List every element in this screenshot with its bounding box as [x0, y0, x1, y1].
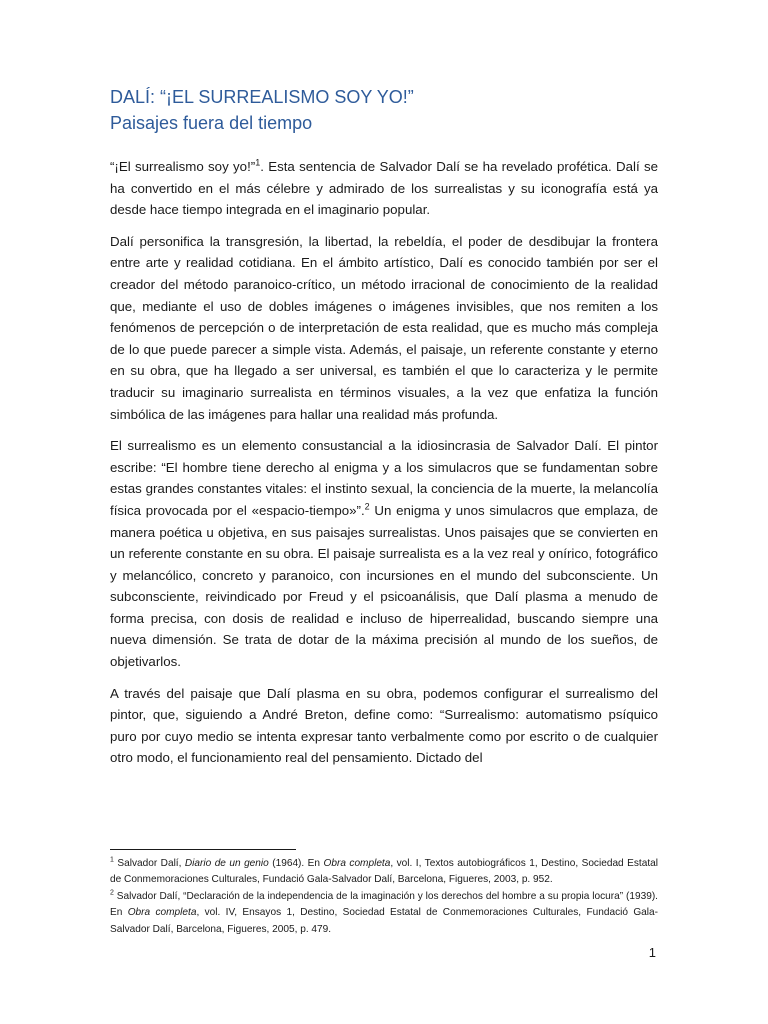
footnote-2-text-b: , vol. IV, Ensayos 1, Destino, Sociedad Estatal de Conmemoraciones Culturales, Fundació Gala-Salvador Dalí, Barcelona, Figueres, 2005, p. 479.	[110, 907, 659, 935]
footnote-2-collection-title: Obra completa	[127, 907, 197, 919]
footnote-ref-2[interactable]: 2	[364, 501, 370, 512]
body-text	[110, 156, 658, 779]
paragraph-1-quote: “¡El surrealismo soy yo!”	[110, 159, 256, 174]
paragraph-1-text: . Esta sentencia de Salvador Dalí se ha revelado profética. Dalí se ha convertido en el más célebre y admirado de los surrealistas y su iconografía está ya desde hace tiempo integrada en el imaginario popular.	[110, 159, 659, 218]
paragraph-3-text-b: Un enigma y unos simulacros que emplaza, de manera poética u objetiva, en sus paisajes surrealistas. Unos paisajes que se convierten en un referente constante en su obra. El paisaje surrealista es a la vez real y onírico, fotográfico y melancólico, concreto y paranoico, con incursiones en el mundo del subconsciente. Un subconsciente, reivindicado por Freud y el psicoanálisis, que Dalí plasma a menudo de forma precisa, con dosis de realidad e incluso de hiperrealidad, buscando siempre una nueva dimensión. Se trata de dotar de la máxima precisión al mundo de los sueños, de objetivarlos.	[110, 502, 658, 670]
page-subtitle: Paisajes fuera del tiempo	[110, 113, 313, 133]
footnote-1-book-title: Diario de un genio	[184, 858, 269, 869]
page-title: DALÍ: “¡EL SURREALISMO SOY YO!”	[110, 87, 414, 107]
paragraph-3-text-a: El surrealismo es un elemento consustancial a la idiosincrasia de Salvador Dalí. El pintor escribe: “El hombre tiene derecho al enigma y a los simulacros que se fundamentan sobre estas grandes constantes vitales: el instinto sexual, la conciencia de la muerte, la melancolía física provocada por el «espacio-tiempo»”.	[110, 438, 658, 518]
paragraph-2: Dalí personifica la transgresión, la libertad, la rebeldía, el poder de desdibujar la frontera entre arte y realidad cotidiana. En el ámbito artístico, Dalí es conocido también por ser el creador del método paranoico-crítico, un método irracional de conocimiento de la realidad que, mediante el uso de dobles imágenes o imágenes invisibles, que nos remiten a los fenómenos de percepción o de interpretación de esta realidad, que es mucho más compleja de lo que puede parecer a simple vista. Además, el paisaje, un referente constante y eterno en su obra, que ha llegado a ser universal, es también el que lo caracteriza y le permite traducir su imaginario surrealista en términos visuales, a la vez que enfatiza la función simbólica de las imágenes para hallar una realidad más profunda.	[110, 233, 658, 422]
heading-block	[110, 84, 658, 136]
footnote-2-number: 2	[110, 889, 114, 897]
footnote-1-number: 1	[110, 856, 114, 864]
footnote-1-text-a: Salvador Dalí,	[113, 858, 185, 869]
footnote-separator	[110, 849, 296, 850]
footnotes	[110, 856, 658, 938]
page-number: 1	[648, 945, 656, 960]
footnote-ref-1[interactable]: 1	[255, 157, 261, 168]
paragraph-1	[110, 156, 658, 221]
footnote-1-collection-title: Obra completa	[323, 858, 391, 869]
footnote-2-text-a: Salvador Dalí, “Declaración de la independencia de la imaginación y los derechos del hombre a su propia locura” (1939). En	[110, 890, 658, 919]
paragraph-4: A través del paisaje que Dalí plasma en su obra, podemos configurar el surrealismo del pintor, que, siguiendo a André Breton, define como: “Surrealismo: automatismo psíquico puro por cuyo medio se intenta expresar tanto verbalmente como por escrito o de cualquier otro modo, el funcionamiento real del pensamiento. Dictado del	[110, 685, 658, 766]
footnote-1-text-c: , vol. I, Textos autobiográficos 1, Destino, Sociedad Estatal de Conmemoraciones Culturales, Fundació Gala-Salvador Dalí, Barcelona, Figueres, 2003, p. 952.	[110, 858, 658, 886]
footnote-2	[110, 889, 658, 938]
footnote-1-text-b: (1964). En	[268, 858, 324, 869]
paragraph-3	[110, 435, 658, 673]
footnote-1	[110, 856, 658, 889]
